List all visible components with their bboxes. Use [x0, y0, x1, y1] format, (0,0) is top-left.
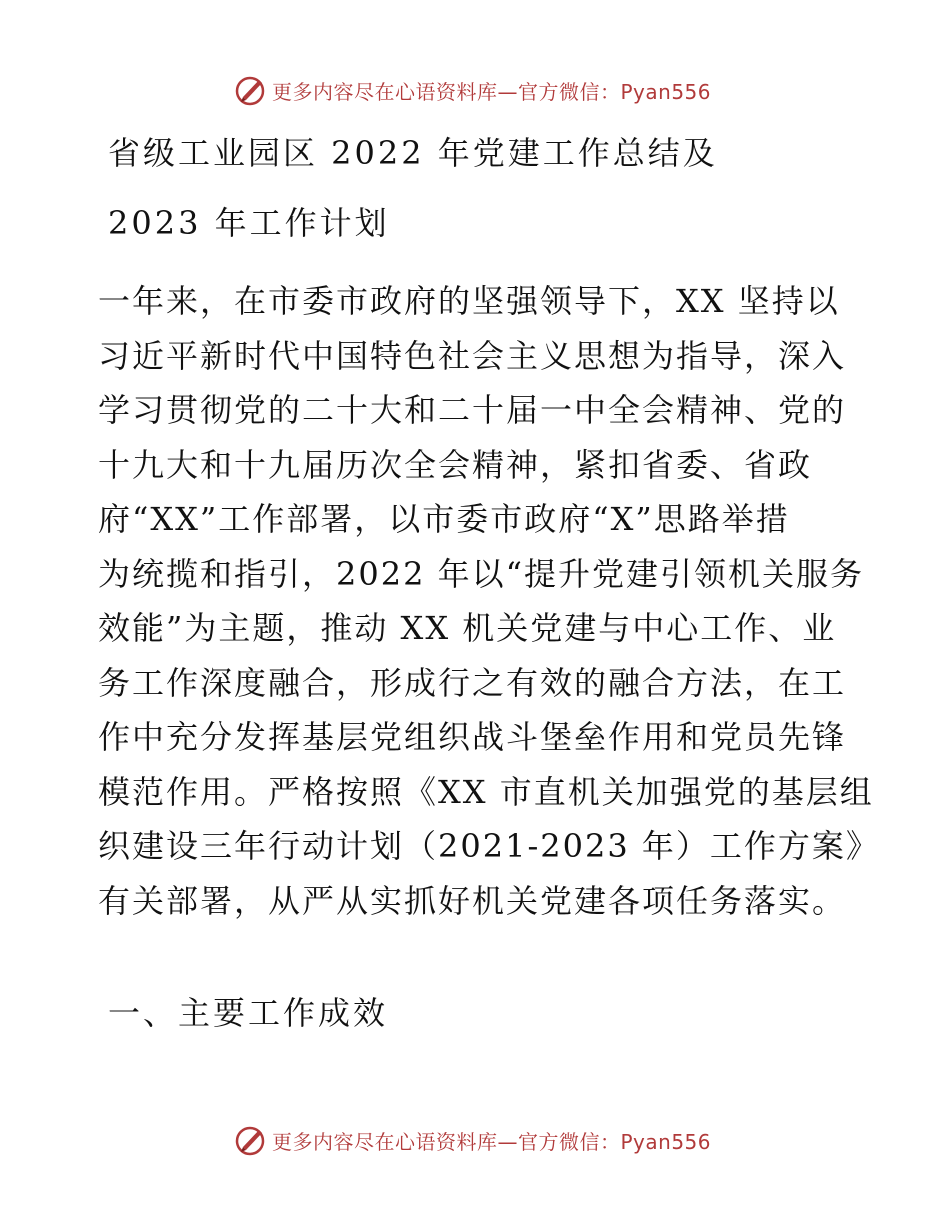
paragraph-line: 务工作深度融合，形成行之有效的融合方法，在工 — [98, 663, 847, 702]
quill-pen-logo-icon — [234, 73, 268, 107]
paragraph-line: 作中充分发挥基层党组织战斗堡垒作用和党员先锋 — [98, 718, 847, 756]
paragraph-line: 学习贯彻党的二十大和二十届一中全会精神、党的 — [98, 391, 847, 429]
paragraph-line: 织建设三年行动计划（2021-2023 年）工作方案》 — [98, 827, 880, 865]
watermark-text: 更多内容尽在心语资料库—官方微信：Pyan556 — [272, 1129, 712, 1154]
footer-watermark — [234, 1122, 711, 1158]
paragraph-line: 为统揽和指引，2022 年以“提升党建引领机关服务 — [98, 554, 864, 593]
quill-pen-logo-icon — [234, 1123, 268, 1157]
paragraph-line: 习近平新时代中国特色社会主义思想为指导，深入 — [98, 336, 847, 375]
paragraph-line: 府“XX”工作部署，以市委市政府“X”思路举措 — [98, 500, 790, 538]
paragraph-line: 十九大和十九届历次全会精神，紧扣省委、省政 — [98, 445, 813, 484]
document-title-line-1: 省级工业园区 2022 年党建工作总结及 — [108, 134, 718, 172]
intro-paragraph — [98, 274, 880, 928]
section-heading: 一、主要工作成效 — [108, 994, 389, 1032]
watermark-text: 更多内容尽在心语资料库—官方微信：Pyan556 — [272, 79, 712, 104]
document-title-line-2: 2023 年工作计划 — [108, 204, 390, 242]
paragraph-line: 模范作用。严格按照《XX 市直机关加强党的基层组 — [98, 772, 874, 811]
paragraph-line: 有关部署，从严从实抓好机关党建各项任务落实。 — [98, 881, 847, 920]
header-watermark — [234, 72, 711, 108]
paragraph-line: 效能”为主题，推动 XX 机关党建与中心工作、业 — [98, 609, 837, 647]
paragraph-line: 一年来，在市委市政府的坚强领导下，XX 坚持以 — [98, 282, 840, 320]
